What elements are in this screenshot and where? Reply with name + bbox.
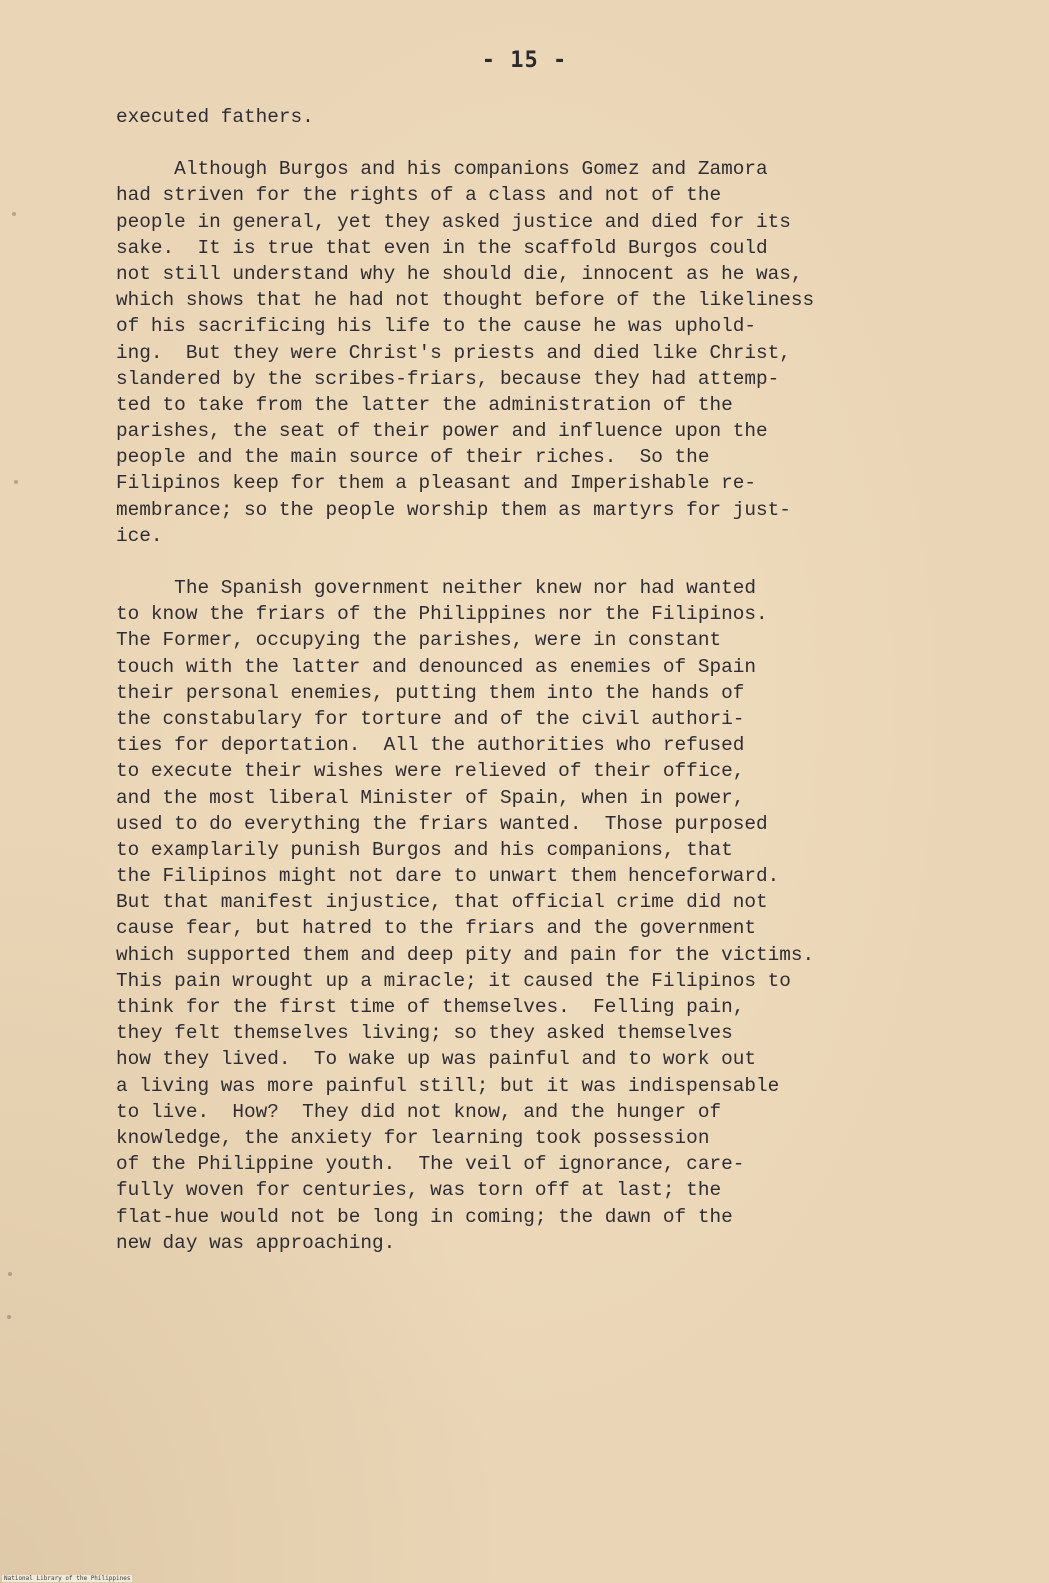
text-line: used to do everything the friars wanted. Those purposed xyxy=(116,812,768,835)
text-line: to execute their wishes were relieved of their office, xyxy=(116,760,745,783)
text-line: knowledge, the anxiety for learning took possession xyxy=(116,1126,710,1149)
text-line: The Spanish government neither knew nor had wanted xyxy=(116,577,756,599)
text-line: ing. But they were Christ's priests and died like Christ, xyxy=(116,341,791,364)
text-line: membrance; so the people worship them as martyrs for just- xyxy=(116,498,791,521)
text-line: parishes, the seat of their power and influence upon the xyxy=(116,420,768,443)
text-line: their personal enemies, putting them into the hands of xyxy=(116,681,745,704)
text-line: to know the friars of the Philippines nor the Filipinos. xyxy=(116,603,768,626)
text-line: executed fathers. xyxy=(116,106,314,128)
text-line: Filipinos keep for them a pleasant and Imperishable re- xyxy=(116,472,756,495)
paper-speck xyxy=(12,212,16,216)
text-line: to examplarily punish Burgos and his companions, that xyxy=(116,838,733,861)
text-line: fully woven for centuries, was torn off at last; the xyxy=(116,1179,722,1202)
text-line: to live. How? They did not know, and the hunger of xyxy=(116,1100,722,1123)
text-line: ties for deportation. All the authorities who refused xyxy=(116,734,745,757)
paper-speck xyxy=(8,1272,12,1276)
page-number: - 15 - xyxy=(481,48,568,73)
text-line: think for the first time of themselves. Felling pain, xyxy=(116,996,745,1018)
text-line: But that manifest injustice, that official crime did not xyxy=(116,891,768,914)
text-line: and the most liberal Minister of Spain, when in power, xyxy=(116,786,745,809)
text-line: touch with the latter and denounced as enemies of Spain xyxy=(116,655,756,678)
paper-speck xyxy=(14,480,18,484)
body-text xyxy=(116,104,916,1256)
text-line: they felt themselves living; so they asked themselves xyxy=(116,1022,733,1045)
text-line: cause fear, but hatred to the friars and the government xyxy=(116,917,756,940)
paragraph xyxy=(116,575,916,1256)
text-line: Although Burgos and his companions Gomez and Zamora xyxy=(116,158,768,181)
paragraph xyxy=(116,104,916,130)
text-line: of the Philippine youth. The veil of ignorance, care- xyxy=(116,1153,745,1176)
library-credit: National Library of the Philippines xyxy=(4,1575,131,1582)
text-line: a living was more painful still; but it was indispensable xyxy=(116,1074,780,1097)
text-line: which shows that he had not thought before of the likeliness xyxy=(116,289,815,312)
text-line: new day was approaching. xyxy=(116,1231,396,1254)
text-line: ice. xyxy=(116,524,163,547)
paragraph xyxy=(116,156,916,549)
text-line: ted to take from the latter the administration of the xyxy=(116,393,733,416)
text-line: of his sacrificing his life to the cause he was uphold- xyxy=(116,315,756,338)
paragraph-gap xyxy=(116,549,916,575)
text-line: not still understand why he should die, innocent as he was, xyxy=(116,262,803,285)
text-line: had striven for the rights of a class and not of the xyxy=(116,184,722,207)
text-line: how they lived. To wake up was painful and to work out xyxy=(116,1048,756,1071)
text-line: The Former, occupying the parishes, were in constant xyxy=(116,629,722,652)
paper-speck xyxy=(7,1315,11,1319)
text-line: slandered by the scribes-friars, because they had attemp- xyxy=(116,367,780,390)
text-line: people and the main source of their riches. So the xyxy=(116,446,710,469)
text-line: the Filipinos might not dare to unwart them henceforward. xyxy=(116,865,780,888)
text-line: which supported them and deep pity and pain for the victims. xyxy=(116,943,815,966)
text-line: flat-hue would not be long in coming; the dawn of the xyxy=(116,1205,733,1228)
text-line: sake. It is true that even in the scaffold Burgos could xyxy=(116,236,768,259)
paragraph-gap xyxy=(116,130,916,156)
text-line: This pain wrought up a miracle; it caused the Filipinos to xyxy=(116,969,791,992)
text-line: the constabulary for torture and of the civil authori- xyxy=(116,707,745,730)
text-line: people in general, yet they asked justice and died for its xyxy=(116,210,791,233)
